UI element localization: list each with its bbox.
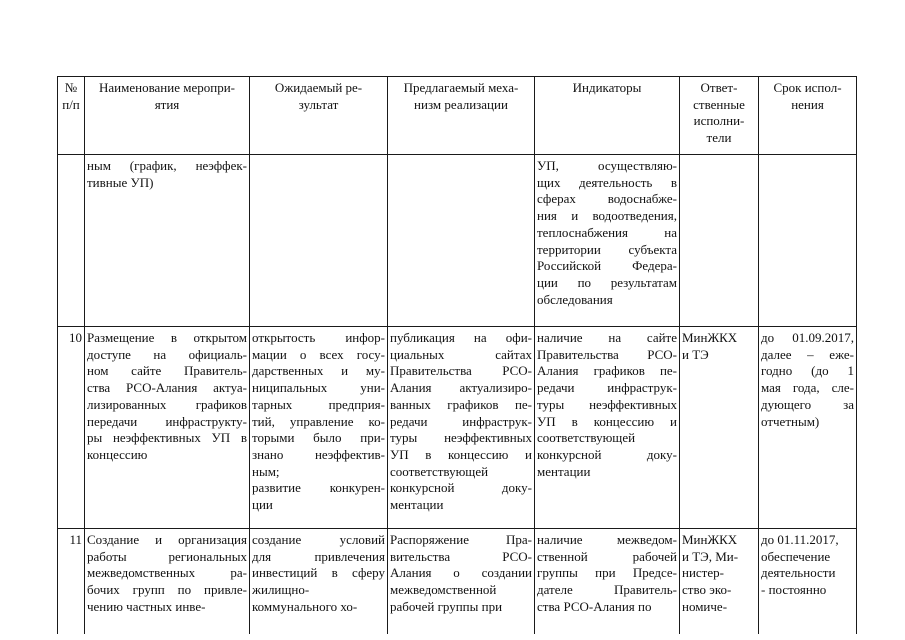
cell-text-line: далее – еже- (761, 346, 854, 362)
cell-text-line: Алания актуализиро- (390, 380, 532, 396)
cell-text-line: ства РСО-Алания актуа- (87, 380, 247, 396)
cell-text-line: ниципальных уни- (252, 380, 385, 396)
deadline-cell (759, 155, 857, 327)
cell-text-line: отчетным) (761, 413, 820, 429)
cell-text-line: - постоянно (761, 582, 827, 598)
cell-text-line: группы при Предсе- (537, 565, 677, 581)
cell-text-line: УП в концессию и (390, 446, 532, 462)
cell-text-line: и ТЭ (682, 346, 709, 362)
cell-text-line: редачи инфраструк- (537, 380, 677, 396)
measure-name-cell (85, 327, 250, 529)
deadline-cell (759, 327, 857, 529)
cell-text-line: УП в концессию и (537, 413, 677, 429)
cell-text-line: тарных предприя- (252, 396, 385, 412)
cell-text-line: мая года, сле- (761, 380, 854, 396)
cell-text-line: дующего за (761, 396, 854, 412)
cell-text-line: щих деятельность в (537, 174, 677, 190)
cell-text-line: низм реализации (414, 96, 508, 112)
cell-text-line: наличие на сайте (537, 330, 677, 345)
cell-text-line: Ожидаемый ре- (274, 80, 363, 95)
cell-text-line: наличие межведом- (537, 532, 677, 547)
cell-text-line: Правительства РСО- (390, 363, 532, 379)
mechanism-cell (388, 529, 535, 635)
cell-text-line: УП, осуществляю- (537, 158, 677, 173)
measures-table (57, 76, 857, 634)
indicators-cell (535, 155, 680, 327)
cell-text-line: 11 (69, 532, 82, 547)
measure-name-cell (85, 155, 250, 327)
cell-text-line: создание условий (252, 532, 385, 547)
cell-text-line: до 01.11.2017, (761, 532, 839, 547)
cell-text-line: ции по результатам (537, 274, 677, 290)
cell-text-line: знано неэффектив- (252, 446, 385, 462)
cell-text-line: циальных сайтах (390, 346, 532, 362)
cell-text-line: открытость инфор- (252, 330, 385, 345)
cell-text-line: ры неэффективных УП в (87, 430, 247, 446)
cell-text-line: передачи инфраструкту- (87, 413, 247, 429)
expected-result-cell (250, 155, 388, 327)
cell-text-line: работы региональных (87, 548, 247, 564)
header-expected-result (250, 77, 388, 155)
cell-text-line: публикация на офи- (390, 330, 532, 345)
cell-text-line: ментации (390, 497, 444, 513)
cell-text-line: Алания графиков пе- (537, 363, 677, 379)
cell-text-line: чению частных инве- (87, 598, 206, 614)
cell-text-line: обеспечение (761, 548, 831, 564)
cell-text-line: Алания о создании (390, 565, 532, 581)
cell-text-line: туры неэффективных (537, 396, 677, 412)
deadline-cell (759, 529, 857, 635)
cell-text-line: конкурсной доку- (537, 446, 677, 462)
cell-text-line: тивные УП) (87, 174, 154, 190)
cell-text-line: тели (706, 130, 732, 146)
cell-text-line: Наименование меропри- (99, 80, 235, 95)
cell-text-line: МинЖКХ (682, 330, 738, 345)
cell-text-line: до 01.09.2017, (761, 330, 854, 345)
cell-text-line: ным; (252, 463, 280, 479)
table-header-row (58, 77, 857, 155)
cell-text-line: деятельности (761, 565, 836, 581)
table-row (58, 529, 857, 635)
cell-text-line: ственной рабочей (537, 548, 677, 564)
responsible-cell (680, 155, 759, 327)
cell-text-line: ятия (154, 96, 180, 112)
cell-text-line: зультат (298, 96, 339, 112)
cell-text-line: вительства РСО- (390, 548, 532, 564)
indicators-cell (535, 529, 680, 635)
cell-text-line: дателе Правитель- (537, 582, 677, 598)
indicators-cell (535, 327, 680, 529)
cell-text-line: торыми было при- (252, 430, 385, 446)
cell-text-line: ства РСО-Алания по (537, 598, 652, 614)
cell-text-line: п/п (62, 96, 80, 112)
cell-text-line: ственные (693, 96, 745, 112)
cell-text-line: нения (791, 96, 824, 112)
measure-name-cell (85, 529, 250, 635)
table-row (58, 327, 857, 529)
cell-text-line: Создание и организация (87, 532, 247, 547)
header-indicators (535, 77, 680, 155)
cell-text-line: номиче- (682, 598, 728, 614)
cell-text-line: № (64, 80, 78, 95)
cell-text-line: ции (252, 497, 273, 513)
cell-text-line: бочих групп по привле- (87, 582, 247, 598)
cell-text-line: исполни- (693, 113, 745, 129)
responsible-cell (680, 529, 759, 635)
cell-text-line: коммунального хо- (252, 598, 358, 614)
header-number (58, 77, 85, 155)
cell-text-line: мации о всех госу- (252, 346, 385, 362)
cell-text-line: Российской Федера- (537, 258, 677, 274)
table-row (58, 155, 857, 327)
cell-text-line: инвестиций в сферу (252, 565, 385, 581)
cell-text-line: Размещение в открытом (87, 330, 247, 345)
header-mechanism (388, 77, 535, 155)
cell-text-line: обследования (537, 291, 613, 307)
expected-result-cell (250, 327, 388, 529)
mechanism-cell (388, 327, 535, 529)
mechanism-cell (388, 155, 535, 327)
header-responsible (680, 77, 759, 155)
cell-text-line: доступе на официаль- (87, 346, 247, 362)
cell-text-line: территории субъекта (537, 241, 677, 257)
cell-text-line: конкурсной доку- (390, 480, 532, 496)
cell-text-line: туры неэффективных (390, 430, 532, 446)
row-number (58, 155, 85, 327)
cell-text-line: концессию (87, 446, 148, 462)
cell-text-line: 10 (69, 330, 82, 345)
header-measure-name (85, 77, 250, 155)
row-number (58, 529, 85, 635)
cell-text-line: межведомственных ра- (87, 565, 247, 581)
cell-text-line: Индикаторы (572, 80, 642, 95)
cell-text-line: годно (до 1 (761, 363, 854, 379)
cell-text-line: ванных графиков пе- (390, 396, 532, 412)
cell-text-line: Предлагаемый меха- (403, 80, 519, 95)
row-number (58, 327, 85, 529)
cell-text-line: теплоснабжения на (537, 224, 677, 240)
cell-text-line: ство эко- (682, 582, 732, 598)
cell-text-line: МинЖКХ (682, 532, 738, 547)
cell-text-line: редачи инфраструк- (390, 413, 532, 429)
cell-text-line: жилищно- (252, 582, 310, 598)
cell-text-line: лизированных графиков (87, 396, 247, 412)
cell-text-line: тий, управление ко- (252, 413, 385, 429)
cell-text-line: соответствующей (390, 463, 489, 479)
cell-text-line: и ТЭ, Ми- (682, 548, 739, 564)
expected-result-cell (250, 529, 388, 635)
cell-text-line: рабочей группы при (390, 598, 503, 614)
cell-text-line: ным (график, неэффек- (87, 158, 247, 173)
cell-text-line: ния и водоотведения, (537, 208, 677, 224)
cell-text-line: для привлечения (252, 548, 385, 564)
cell-text-line: Правительства РСО- (537, 346, 677, 362)
header-deadline (759, 77, 857, 155)
cell-text-line: соответствующей (537, 430, 636, 446)
cell-text-line: дарственных и му- (252, 363, 385, 379)
cell-text-line: Ответ- (700, 80, 738, 95)
responsible-cell (680, 327, 759, 529)
cell-text-line: Распоряжение Пра- (390, 532, 532, 547)
cell-text-line: ментации (537, 463, 591, 479)
cell-text-line: сферах водоснабже- (537, 191, 677, 207)
cell-text-line: нистер- (682, 565, 724, 581)
cell-text-line: Срок испол- (773, 80, 842, 95)
cell-text-line: ном сайте Правитель- (87, 363, 247, 379)
cell-text-line: межведомственной (390, 582, 497, 598)
cell-text-line: развитие конкурен- (252, 480, 385, 496)
